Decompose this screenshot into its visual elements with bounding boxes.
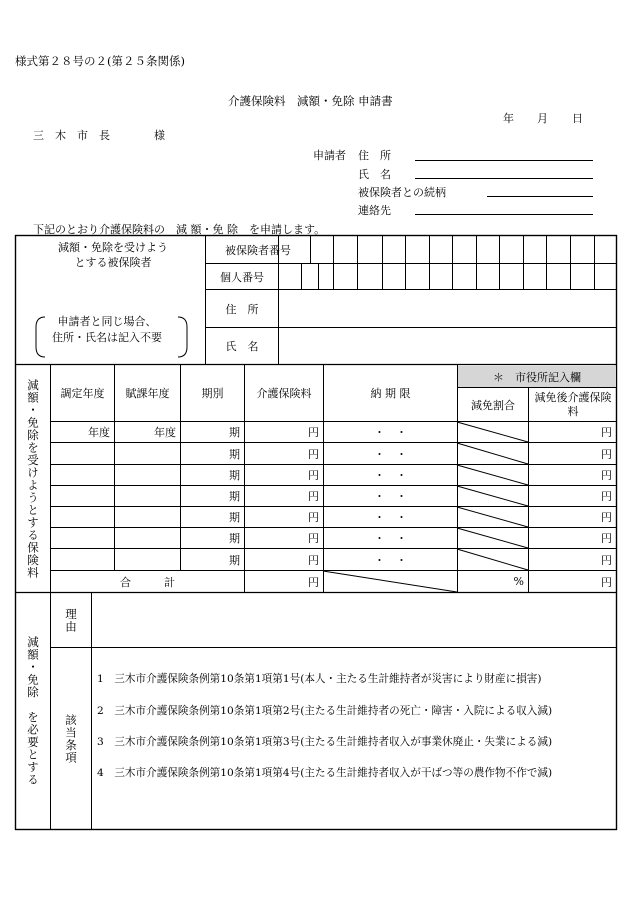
premium-side-label: 減額・免除を受けようとする保険料	[26, 379, 40, 579]
header-period: 期別	[201, 387, 224, 400]
form-title: 介護保険料 減額・免除 申請書	[228, 94, 393, 108]
row-period-unit[interactable]: 期	[229, 553, 240, 567]
row-fiscal-year-unit[interactable]: 年度	[88, 426, 110, 439]
row-due-date[interactable]: ・ ・	[374, 511, 407, 524]
row-after-yen[interactable]: 円	[601, 553, 612, 567]
total-percent: %	[513, 575, 524, 588]
reason-side-label: 減額・免除 を必要とする	[26, 636, 40, 786]
row-after-yen[interactable]: 円	[601, 511, 612, 524]
insured-address-label: 住 所	[225, 302, 259, 316]
row-after-yen[interactable]: 円	[601, 447, 612, 461]
applicant-label: 申請者	[313, 149, 346, 162]
applicant-contact-label: 連絡先	[358, 204, 391, 217]
date-year: 年	[503, 112, 514, 125]
row-after-yen[interactable]: 円	[601, 532, 612, 545]
insured-number-label: 被保険者番号	[225, 243, 291, 257]
row-due-date[interactable]: ・ ・	[374, 469, 407, 482]
total-after-yen: 円	[601, 575, 612, 589]
row-due-date[interactable]: ・ ・	[374, 553, 407, 567]
row-after-yen[interactable]: 円	[601, 426, 612, 439]
row-due-date[interactable]: ・ ・	[374, 426, 407, 439]
row-period-unit[interactable]: 期	[229, 426, 240, 439]
row-due-date[interactable]: ・ ・	[374, 490, 407, 503]
row-premium-yen[interactable]: 円	[308, 532, 319, 545]
total-label: 合 計	[120, 575, 175, 589]
row-levy-year-unit[interactable]: 年度	[154, 426, 176, 439]
row-after-yen[interactable]: 円	[601, 469, 612, 482]
row-premium-yen[interactable]: 円	[308, 490, 319, 503]
date-month: 月	[537, 112, 548, 125]
header-fiscal-year: 調定年度	[60, 387, 105, 400]
clause-1[interactable]: 1 三木市介護保険条例第10条第1項第1号(本人・主たる生計維持者が災害により財産に損害)	[97, 673, 542, 685]
header-after-reduction: 減免後介護保険料	[534, 390, 612, 418]
form-number: 様式第２８号の２(第２５条関係)	[15, 54, 185, 68]
row-period-unit[interactable]: 期	[229, 490, 240, 503]
header-office-use: ＊ 市役所記入欄	[493, 370, 581, 384]
applicant-address-label: 住 所	[358, 149, 391, 162]
addressee: 三 木 市 長 様	[33, 129, 165, 142]
clause-2[interactable]: 2 三木市介護保険条例第10条第1項第2号(主たる生計維持者の死亡・障害・入院による収入減)	[97, 705, 553, 717]
row-premium-yen[interactable]: 円	[308, 426, 319, 439]
row-period-unit[interactable]: 期	[229, 447, 240, 461]
insured-note: 申請者と同じ場合、 住所・氏名は記入不要	[52, 315, 162, 344]
clause-3[interactable]: 3 三木市介護保険条例第10条第1項第3号(主たる生計維持者収入が事業休廃止・失業による減)	[97, 736, 553, 748]
reason-label: 理由	[64, 608, 78, 633]
clause-label: 該当条項	[64, 713, 78, 764]
row-period-unit[interactable]: 期	[229, 511, 240, 524]
date-day: 日	[572, 112, 583, 125]
applicant-relation-label: 被保険者との続柄	[358, 186, 446, 199]
row-period-unit[interactable]: 期	[229, 532, 240, 545]
insured-heading: 減額・免除を受けよう とする被保険者	[58, 241, 168, 269]
total-premium-yen: 円	[308, 575, 319, 589]
insured-name-field[interactable]	[279, 328, 616, 364]
applicant-name-label: 氏 名	[358, 168, 391, 181]
row-premium-yen[interactable]: 円	[308, 511, 319, 524]
row-due-date[interactable]: ・ ・	[374, 447, 407, 461]
header-due-date: 納 期 限	[370, 387, 411, 400]
personal-id-label: 個人番号	[220, 270, 264, 284]
header-reduction-ratio: 減免割合	[471, 398, 515, 412]
clause-4[interactable]: 4 三木市介護保険条例第10条第1項第4号(主たる生計維持者収入が干ばつ等の農作物不作で減)	[97, 767, 553, 779]
reason-field[interactable]	[92, 594, 616, 647]
insured-name-label: 氏 名	[225, 340, 259, 353]
insured-address-field[interactable]	[279, 290, 616, 327]
row-premium-yen[interactable]: 円	[308, 553, 319, 567]
header-levy-year: 賦課年度	[125, 387, 170, 400]
intro-text: 下記のとおり介護保険料の 減 額・免 除 を申請します。	[33, 223, 326, 236]
row-premium-yen[interactable]: 円	[308, 469, 319, 482]
row-after-yen[interactable]: 円	[601, 490, 612, 503]
row-premium-yen[interactable]: 円	[308, 447, 319, 461]
row-period-unit[interactable]: 期	[229, 469, 240, 482]
header-premium: 介護保険料	[256, 387, 312, 400]
row-due-date[interactable]: ・ ・	[374, 532, 407, 545]
